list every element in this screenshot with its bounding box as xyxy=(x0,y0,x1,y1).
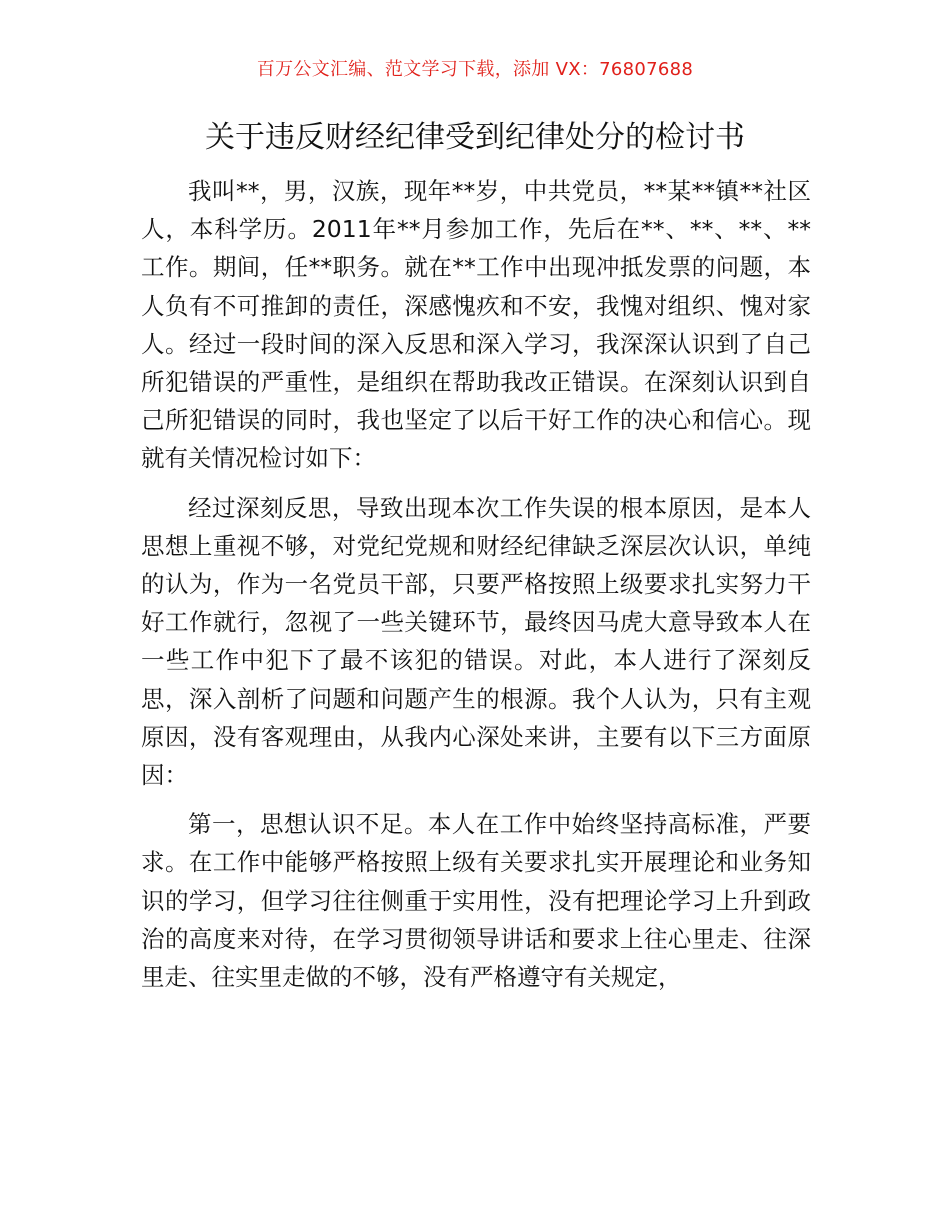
document-body xyxy=(141,172,811,1007)
paragraph-1: 我叫**，男，汉族，现年**岁，中共党员，**某**镇**社区人，本科学历。2011年**月参加工作，先后在**、**、**、**工作。期间，任**职务。就在**工作中出现冲抵发票的问题，本人负有不可推卸的责任，深感愧疚和不安，我愧对组织、愧对家人。经过一段时间的深入反思和深入学习，我深深认识到了自己所犯错误的严重性，是组织在帮助我改正错误。在深刻认识到自己所犯错误的同时，我也坚定了以后干好工作的决心和信心。现就有关情况检讨如下： xyxy=(141,177,811,473)
header-notice: 百万公文汇编、范文学习下载，添加 VX：76807688 xyxy=(256,59,694,80)
document-title: 关于违反财经纪律受到纪律处分的检讨书 xyxy=(205,120,745,155)
paragraph-2: 经过深刻反思，导致出现本次工作失误的根本原因，是本人思想上重视不够，对党纪党规和财经纪律缺乏深层次认识，单纯的认为，作为一名党员干部，只要严格按照上级要求扎实努力干好工作就行，忽视了一些关键环节，最终因马虎大意导致本人在一些工作中犯下了最不该犯的错误。对此，本人进行了深刻反思，深入剖析了问题和问题产生的根源。我个人认为，只有主观原因，没有客观理由，从我内心深处来讲，主要有以下三方面原因： xyxy=(141,493,811,790)
paragraph-3: 第一，思想认识不足。本人在工作中始终坚持高标准，严要求。在工作中能够严格按照上级有关要求扎实开展理论和业务知识的学习，但学习往往侧重于实用性，没有把理论学习上升到政治的高度来对待，在学习贯彻领导讲话和要求上往心里走、往深里走、往实里走做的不够，没有严格遵守有关规定， xyxy=(141,810,811,992)
